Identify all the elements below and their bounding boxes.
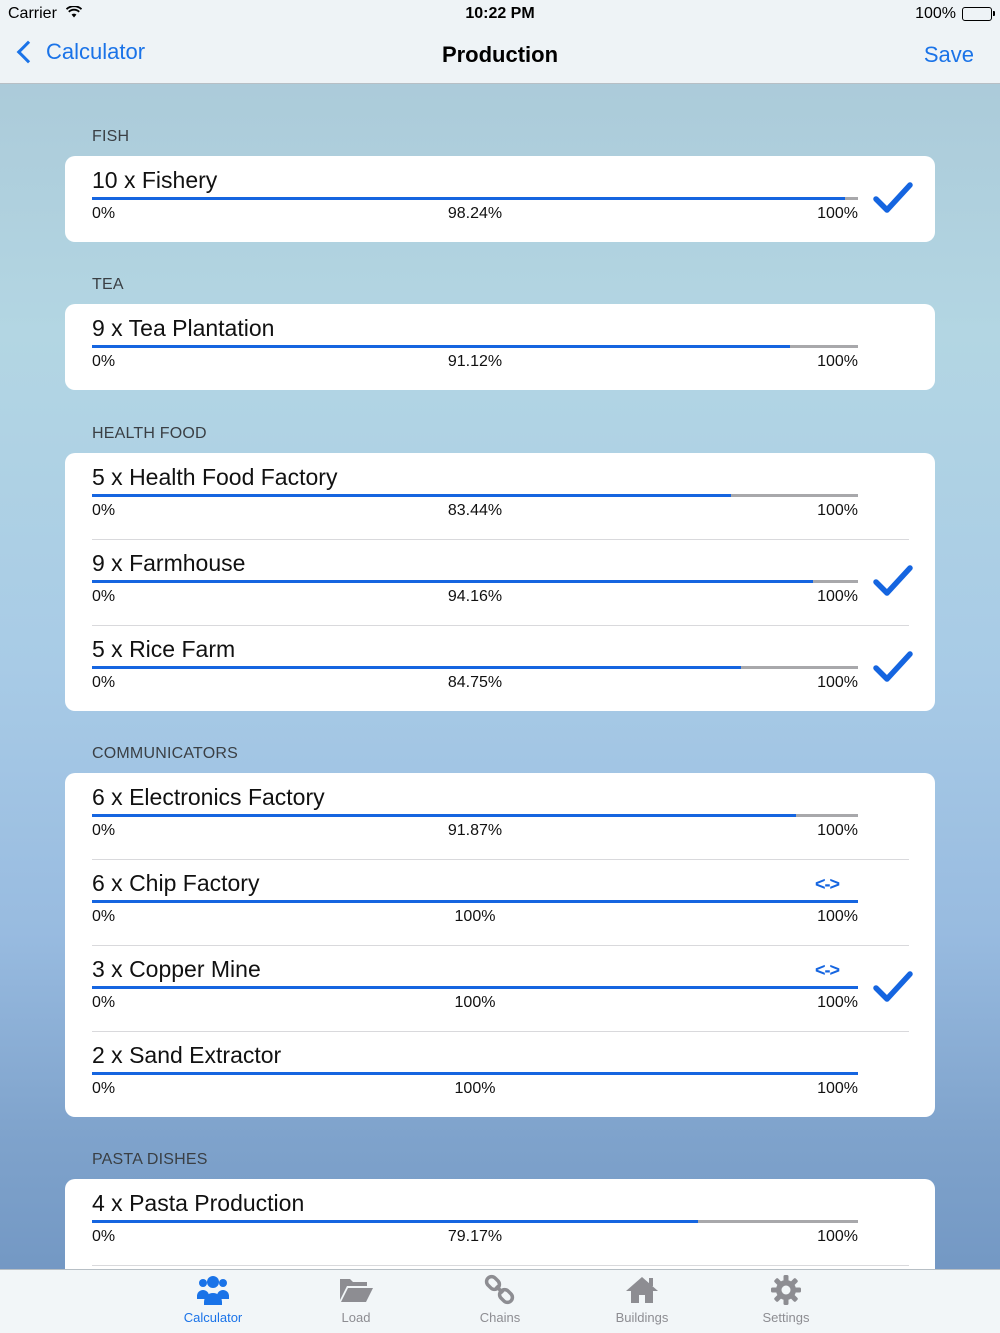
utilization-slider[interactable]: [92, 345, 858, 348]
tab-bar: [0, 1269, 1000, 1333]
carrier-label: Carrier: [8, 5, 57, 22]
slider-min-label: 0%: [92, 994, 116, 1011]
building-name: 6 x Electronics Factory: [92, 784, 325, 810]
utilization-slider[interactable]: [92, 197, 858, 200]
production-row[interactable]: [65, 1179, 935, 1265]
utilization-value: 98.24%: [447, 205, 503, 222]
link-toggle-icon[interactable]: <->: [815, 960, 840, 980]
gear-icon: [769, 1274, 803, 1306]
building-name: 4 x Pasta Production: [92, 1190, 305, 1216]
status-bar: [0, 0, 1000, 28]
slider-min-label: 0%: [92, 588, 116, 605]
battery-percentage: 100%: [915, 5, 956, 22]
production-row[interactable]: [65, 304, 935, 390]
slider-min-label: 0%: [92, 353, 116, 370]
utilization-fill: [92, 666, 741, 669]
section-header-communicators: COMMUNICATORS: [92, 745, 239, 762]
production-row[interactable]: [65, 453, 935, 539]
utilization-slider[interactable]: [92, 986, 858, 989]
checkmark-icon[interactable]: [873, 564, 913, 598]
slider-max-label: 100%: [817, 1080, 858, 1097]
slider-max-label: 100%: [817, 994, 858, 1011]
home-icon: [624, 1274, 660, 1306]
building-name: 9 x Farmhouse: [92, 550, 246, 576]
utilization-slider[interactable]: [92, 494, 858, 497]
users-icon: [196, 1274, 230, 1306]
clock: 10:22 PM: [465, 5, 535, 22]
tab-buildings[interactable]: [587, 1274, 697, 1325]
utilization-value: 100%: [454, 994, 496, 1011]
checkmark-icon[interactable]: [873, 970, 913, 1004]
tab-chains[interactable]: [445, 1274, 555, 1325]
slider-max-label: 100%: [817, 588, 858, 605]
utilization-fill: [92, 197, 845, 200]
utilization-value: 94.16%: [447, 588, 503, 605]
slider-min-label: 0%: [92, 822, 116, 839]
slider-max-label: 100%: [817, 822, 858, 839]
back-button-label: Calculator: [46, 39, 146, 64]
building-name: 10 x Fishery: [92, 167, 218, 193]
tab-calculator[interactable]: [158, 1274, 268, 1325]
production-row[interactable]: [65, 859, 935, 945]
link-icon: [483, 1274, 517, 1306]
utilization-slider[interactable]: [92, 666, 858, 669]
checkmark-icon[interactable]: [873, 181, 913, 215]
production-row[interactable]: [65, 773, 935, 859]
slider-max-label: 100%: [817, 353, 858, 370]
tab-label: Calculator: [183, 1310, 243, 1325]
tab-settings[interactable]: [731, 1274, 841, 1325]
utilization-fill: [92, 1072, 858, 1075]
slider-min-label: 0%: [92, 502, 116, 519]
slider-min-label: 0%: [92, 1228, 116, 1245]
utilization-fill: [92, 345, 790, 348]
page-title: Production: [441, 42, 559, 67]
slider-max-label: 100%: [817, 674, 858, 691]
slider-min-label: 0%: [92, 1080, 116, 1097]
utilization-fill: [92, 580, 813, 583]
utilization-fill: [92, 986, 858, 989]
section-header-tea: TEA: [92, 276, 124, 293]
battery-icon: [962, 7, 992, 21]
utilization-value: 100%: [454, 908, 496, 925]
building-name: 9 x Tea Plantation: [92, 315, 275, 341]
utilization-fill: [92, 1220, 698, 1223]
building-name: 3 x Copper Mine: [92, 956, 261, 982]
production-row[interactable]: [65, 625, 935, 711]
slider-max-label: 100%: [817, 908, 858, 925]
utilization-slider[interactable]: [92, 1072, 858, 1075]
tab-load[interactable]: [301, 1274, 411, 1325]
production-row[interactable]: [65, 539, 935, 625]
building-name: 5 x Rice Farm: [92, 636, 236, 662]
building-name: 2 x Sand Extractor: [92, 1042, 282, 1068]
utilization-fill: [92, 900, 858, 903]
slider-max-label: 100%: [817, 502, 858, 519]
section-header-fish: FISH: [92, 128, 130, 145]
slider-min-label: 0%: [92, 674, 116, 691]
utilization-slider[interactable]: [92, 814, 858, 817]
folder-open-icon: [338, 1274, 374, 1306]
utilization-slider[interactable]: [92, 900, 858, 903]
section-card-fish: [65, 156, 935, 242]
utilization-slider[interactable]: [92, 580, 858, 583]
navigation-bar: [0, 28, 1000, 84]
utilization-value: 100%: [454, 1080, 496, 1097]
utilization-value: 91.12%: [447, 353, 503, 370]
utilization-fill: [92, 814, 796, 817]
section-card-health-food: [65, 453, 935, 711]
checkmark-icon[interactable]: [873, 650, 913, 684]
slider-max-label: 100%: [817, 1228, 858, 1245]
section-header-pasta-dishes: PASTA DISHES: [92, 1151, 208, 1168]
slider-max-label: 100%: [817, 205, 858, 222]
section-card-communicators: [65, 773, 935, 1117]
building-name: 5 x Health Food Factory: [92, 464, 338, 490]
slider-min-label: 0%: [92, 908, 116, 925]
utilization-value: 79.17%: [447, 1228, 503, 1245]
link-toggle-icon[interactable]: <->: [815, 874, 840, 894]
section-card-tea: [65, 304, 935, 390]
utilization-value: 91.87%: [447, 822, 503, 839]
slider-min-label: 0%: [92, 205, 116, 222]
section-header-health-food: HEALTH FOOD: [92, 425, 207, 442]
tab-label: Load: [341, 1310, 371, 1325]
utilization-value: 83.44%: [447, 502, 503, 519]
section-card-pasta-dishes: [65, 1179, 935, 1269]
production-row[interactable]: [65, 156, 935, 242]
save-button[interactable]: Save: [923, 42, 974, 67]
building-name: 6 x Chip Factory: [92, 870, 260, 896]
utilization-value: 84.75%: [447, 674, 503, 691]
utilization-slider[interactable]: [92, 1220, 858, 1223]
tab-label: Settings: [762, 1310, 810, 1325]
production-row[interactable]: [65, 1031, 935, 1117]
utilization-fill: [92, 494, 731, 497]
production-row[interactable]: [65, 945, 935, 1031]
tab-label: Buildings: [615, 1310, 669, 1325]
production-list[interactable]: [0, 84, 1000, 1269]
tab-label: Chains: [479, 1310, 521, 1325]
